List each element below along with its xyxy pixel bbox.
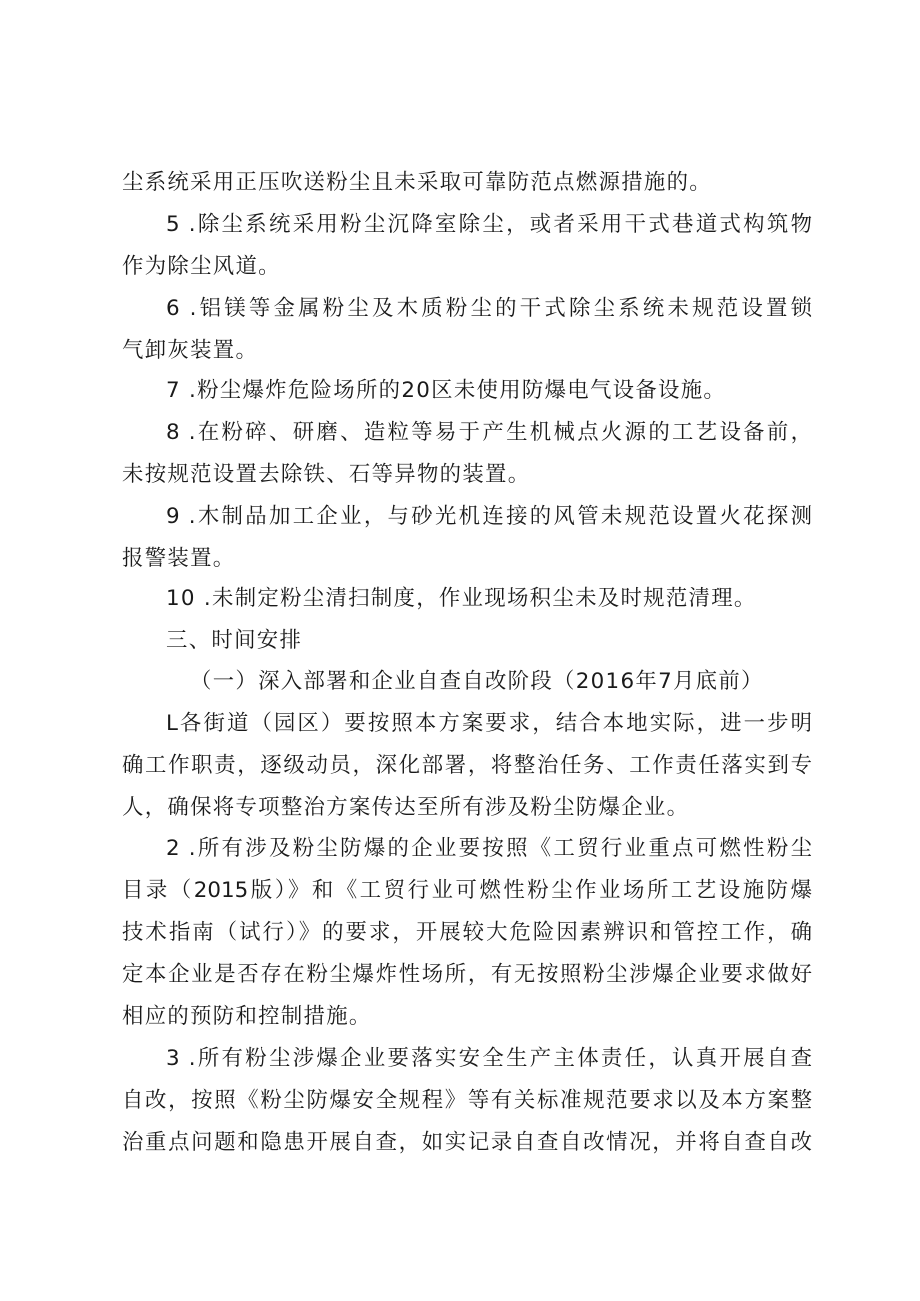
text-line: 6 .铝镁等金属粉尘及木质粉尘的干式除尘系统未规范设置锁	[166, 296, 812, 321]
text-line: 8 .在粉碎、研磨、造粒等易于产生机械点火源的工艺设备前，	[166, 420, 812, 445]
text-line: 确工作职责，逐级动员，深化部署，将整治任务、工作责任落实到专	[122, 753, 812, 778]
section-heading: 三、时间安排	[166, 628, 303, 653]
text-line: 10 .未制定粉尘清扫制度，作业现场积尘未及时规范清理。	[166, 586, 757, 611]
subsection-heading: （一）深入部署和企业自查自改阶段（2016年7月底前）	[190, 669, 764, 694]
text-line: 7 .粉尘爆炸危险场所的20区未使用防爆电气设备设施。	[166, 378, 727, 403]
text-line: 3 .所有粉尘涉爆企业要落实安全生产主体责任，认真开展自查	[166, 1046, 812, 1071]
text-line: 作为除尘风道。	[122, 254, 281, 279]
text-line: 技术指南（试行）》的要求，开展较大危险因素辨识和管控工作，确	[122, 920, 812, 945]
text-line: 目录（2015版）》和《工贸行业可燃性粉尘作业场所工艺设施防爆	[122, 878, 812, 903]
text-line: 自改，按照《粉尘防爆安全规程》等有关标准规范要求以及本方案整	[122, 1088, 812, 1113]
text-line: 定本企业是否存在粉尘爆炸性场所，有无按照粉尘涉爆企业要求做好	[122, 962, 812, 987]
text-line: 5 .除尘系统采用粉尘沉降室除尘，或者采用干式巷道式构筑物	[166, 212, 812, 237]
text-line: 治重点问题和隐患开展自查，如实记录自查自改情况，并将自查自改	[122, 1130, 812, 1155]
text-line: 9 .木制品加工企业，与砂光机连接的风管未规范设置火花探测	[166, 504, 812, 529]
text-line: 报警装置。	[122, 546, 236, 571]
text-line: 2 .所有涉及粉尘防爆的企业要按照《工贸行业重点可燃性粉尘	[166, 836, 812, 861]
text-line: 人，确保将专项整治方案传达至所有涉及粉尘防爆企业。	[122, 795, 690, 820]
text-line: L各街道（园区）要按照本方案要求，结合本地实际，进一步明	[166, 711, 812, 736]
text-line: 未按规范设置去除铁、石等异物的装置。	[122, 462, 531, 487]
text-line: 相应的预防和控制措施。	[122, 1004, 372, 1029]
text-line: 尘系统采用正压吹送粉尘且未采取可靠防范点燃源措施的。	[122, 170, 712, 195]
text-line: 气卸灰装置。	[122, 338, 259, 363]
